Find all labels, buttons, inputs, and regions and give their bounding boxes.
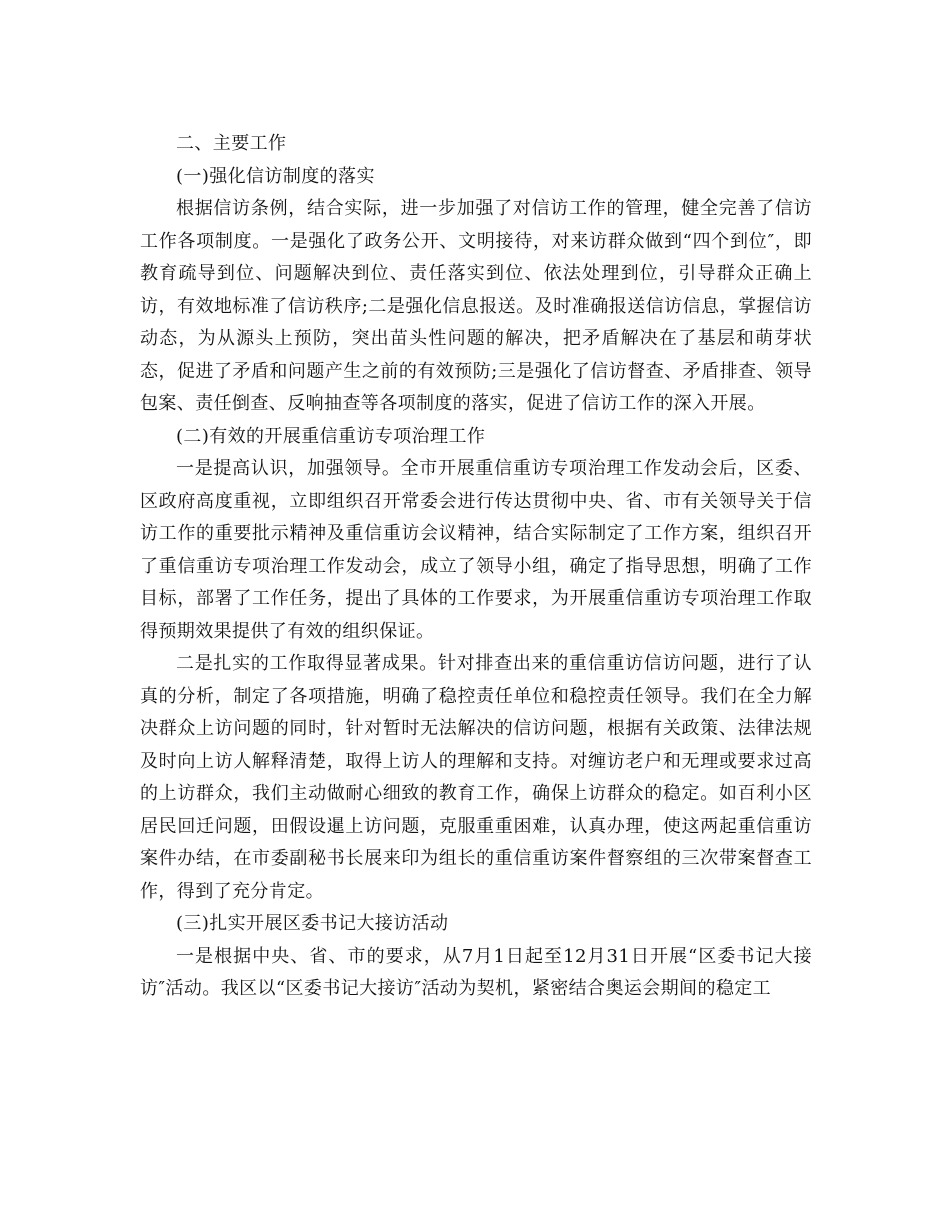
section-title: 二、主要工作 bbox=[176, 133, 287, 154]
paragraph-3: 二是扎实的工作取得显著成果。针对排查出来的重信重访信访问题，进行了认真的分析，制定了各项措施，明确了稳控责任单位和稳控责任领导。我们在全力解决群众上访问题的同时，针对暂时无法解决的信访问题，根据有关政策、法律法规及时向上访人解释清楚，取得上访人的理解和支持。对缠访老户和无理或要求过高的上访群众，我们主动做耐心细致的教育工作，确保上访群众的稳定。如百利小区居民回迁问题，田假设暹上访问题，克服重重困难，认真办理，使这两起重信重访案件办结，在市委副秘书长展来印为组长的重信重访案件督察组的三次带案督查工作，得到了充分肯定。 bbox=[140, 653, 812, 902]
paragraph-4: 一是根据中央、省、市的要求，从7月1日起至12月31日开展“区委书记大接访″活动。我区以“区委书记大接访″活动为契机，紧密结合奥运会期间的稳定工 bbox=[140, 945, 812, 999]
paragraph-2: 一是提高认识，加强领导。全市开展重信重访专项治理工作发动会后，区委、区政府高度重视，立即组织召开常委会进行传达贯彻中央、省、市有关领导关于信访工作的重要批示精神及重信重访会议精神，结合实际制定了工作方案，组织召开了重信重访专项治理工作发动会，成立了领导小组，确定了指导思想，明确了工作目标，部署了工作任务，提出了具体的工作要求，为开展重信重访专项治理工作取得预期效果提供了有效的组织保证。 bbox=[140, 458, 812, 642]
subsection-title-3: (三)扎实开展区委书记大接访活动 bbox=[176, 913, 449, 934]
subsection-title-1: (一)强化信访制度的落实 bbox=[176, 165, 375, 187]
paragraph-1: 根据信访条例，结合实际，进一步加强了对信访工作的管理，健全完善了信访工作各项制度。一是强化了政务公开、文明接待，对来访群众做到“四个到位″，即教育疏导到位、问题解决到位、责任落实到位、依法处理到位，引导群众正确上访，有效地标准了信访秩序;二是强化信息报送。及时准确报送信访信息，掌握信访动态，为从源头上预防，突出苗头性问题的解决，把矛盾解决在了基层和萌芽状态，促进了矛盾和问题产生之前的有效预防;三是强化了信访督查、矛盾排查、领导包案、责任倒查、反响抽查等各项制度的落实，促进了信访工作的深入开展。 bbox=[140, 198, 812, 414]
subsection-title-2: (二)有效的开展重信重访专项治理工作 bbox=[176, 425, 486, 447]
document-body bbox=[140, 128, 812, 1006]
